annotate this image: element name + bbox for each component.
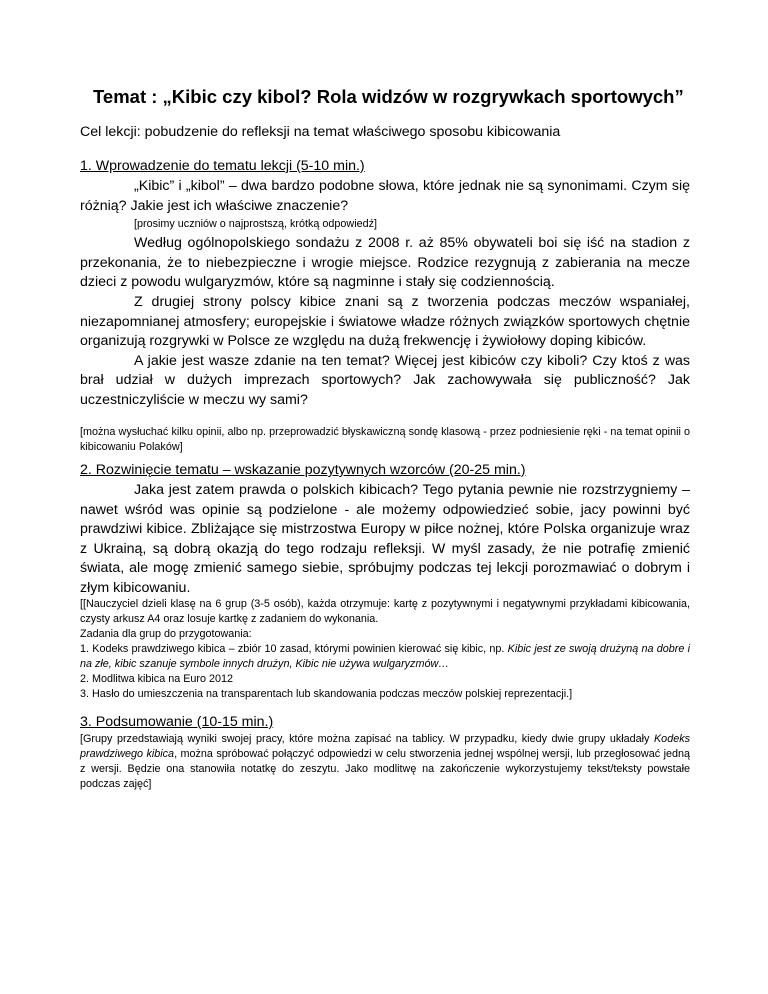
section1-paragraph-4: A jakie jest wasze zdanie na ten temat? Więcej jest kibiców czy kiboli? Czy ktoś z was brał udział w dużych imprezach sportowych? Jak zachowywała się publiczność? Jak uczestniczyliście w meczu wy sami? — [80, 352, 690, 408]
section2-tasks-label: Zadania dla grup do przygotowania: — [80, 628, 252, 640]
section3-heading: 3. Podsumowanie (10-15 min.) — [80, 714, 274, 730]
section2-task-3: 3. Hasło do umieszczenia na transparentach lub skandowania podczas meczów polskiej reprezentacji.] — [80, 688, 573, 700]
page-title: Temat : „Kibic czy kibol? Rola widzów w rozgrywkach sportowych” — [93, 86, 684, 107]
section2-heading: 2. Rozwinięcie tematu – wskazanie pozytywnych wzorców (20-25 min.) — [80, 462, 526, 478]
section2-task-1 — [80, 642, 690, 672]
section2-note-intro: [[Nauczyciel dzieli klasę na 6 grup (3-5 osób), każda otrzymuje: kartę z pozytywnymi i negatywnymi przykładami kibicowania, czysty arkusz A4 oraz losuje kartkę z zadaniem do wykonania. — [80, 598, 690, 625]
section2-paragraph-1: Jaka jest zatem prawda o polskich kibicach? Tego pytania pewnie nie rozstrzygniemy – nawet wśród was opinie są podzielone - ale możemy odpowiedzieć sobie, jacy powinni być prawdziwi kibice. Zbliżające się mistrzostwa Europy w piłce nożnej, które Polska organizuje wraz z Ukrainą, są dobrą okazją do tego rodzaju refleksji. W myśl zasady, że nie potrafię zmienić świata, ale mogę zmienić samego siebie, spróbujmy podczas tej lekcji porozmawiać o dobrym i złym kibicowaniu. — [80, 482, 690, 596]
section3-note-part-a: [Grupy przedstawiają wyniki swojej pracy, które można zapisać na tablicy. W przypadku, kiedy dwie grupy układały — [80, 733, 650, 745]
section1-paragraph-1: „Kibic” i „kibol” – dwa bardzo podobne słowa, które jednak nie są synonimami. Czym się różnią? Jakie jest ich właściwe znaczenie? — [80, 178, 690, 214]
task-1-examples: Kibic jest ze swoją drużyną na dobre i na złe, kibic szanuje symbole innych drużyn, Kibic nie używa wulgaryzmów… — [80, 643, 691, 670]
section3-note-text — [80, 732, 690, 792]
section1-note-1: [prosimy uczniów o najprostszą, krótką odpowiedź] — [134, 218, 378, 231]
section3-note-part-b: , można spróbować połączyć odpowiedzi w celu stworzenia jednej wspólnej wersji, lub przegłosować jedną z wersji. Będzie ona stanowiła notatkę do zeszytu. Jako modlitwę na zakończenie wykorzystujemy tekst/teksty powstałe podczas zajęć] — [80, 748, 690, 790]
section1-body — [80, 177, 690, 411]
section2-task-2: 2. Modlitwa kibica na Euro 2012 — [80, 673, 234, 685]
section1-paragraph-2: Według ogólnopolskiego sondażu z 2008 r. aż 85% obywateli boi się iść na stadion z przekonania, że to niebezpieczne i wrogie miejsce. Rodzice rezygnują z zabierania na mecze dzieci z powodu wulgaryzmów, które są nagminne i stały się codziennością. — [80, 235, 690, 291]
task-1-prefix: 1. Kodeks prawdziwego kibica – zbiór 10 zasad, którymi powinien kierować się kibic, np. — [80, 643, 505, 655]
section2-body — [80, 481, 690, 599]
section1-heading: 1. Wprowadzenie do tematu lekcji (5-10 min.) — [80, 158, 365, 174]
section3-note — [80, 732, 690, 792]
section2-instructions — [80, 597, 690, 702]
section1-paragraph-3: Z drugiej strony polscy kibice znani są z tworzenia podczas meczów wspaniałej, niezapomnianej atmosfery; europejskie i światowe władze różnych związków sportowych chętnie organizują rozgrywki w Polsce ze względu na dużą frekwencję i żywiołowy doping kibiców. — [80, 293, 690, 350]
lesson-goal: Cel lekcji: pobudzenie do refleksji na temat właściwego sposobu kibicowania — [80, 124, 561, 140]
section1-note-2: [można wysłuchać kilku opinii, albo np. przeprowadzić błyskawiczną sondę klasową - przez podniesienie ręki - na temat opinii o kibicowaniu Polaków] — [80, 426, 690, 453]
section3-note-italic: Kodeks prawdziwego kibica — [80, 733, 690, 760]
